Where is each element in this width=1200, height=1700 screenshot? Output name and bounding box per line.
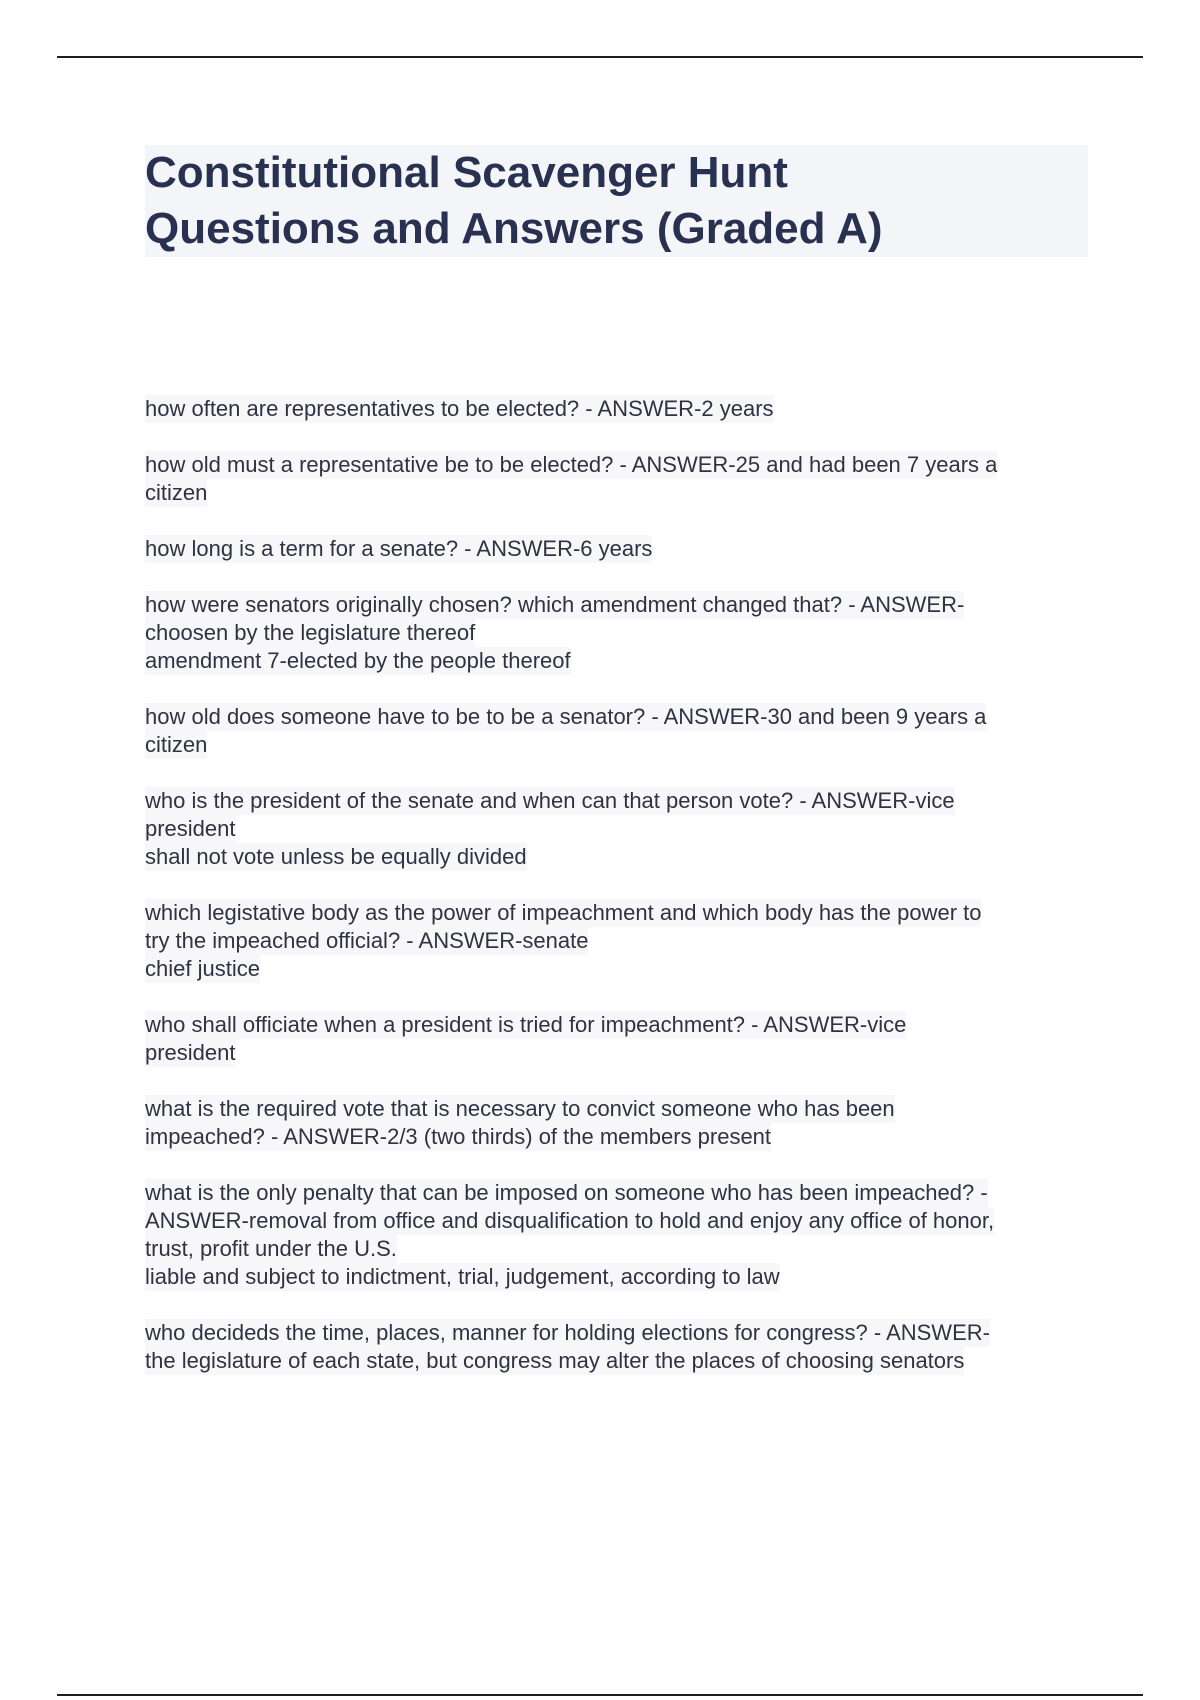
qa-text-line: who decideds the time, places, manner for holding elections for congress? - ANSWER- (145, 1320, 990, 1345)
qa-item (145, 1095, 1090, 1151)
qa-text-line: who shall officiate when a president is tried for impeachment? - ANSWER-vice (145, 1012, 907, 1037)
qa-text-line: trust, profit under the U.S. (145, 1236, 397, 1261)
qa-text-line: liable and subject to indictment, trial, judgement, according to law (145, 1264, 780, 1289)
qa-text-line: shall not vote unless be equally divided (145, 844, 527, 869)
qa-item (145, 395, 1090, 423)
qa-item (145, 535, 1090, 563)
qa-item (145, 591, 1090, 675)
qa-text-line: how old must a representative be to be elected? - ANSWER-25 and had been 7 years a (145, 452, 998, 477)
qa-text-line: which legistative body as the power of impeachment and which body has the power to (145, 900, 982, 925)
qa-text-line: how long is a term for a senate? - ANSWER-6 years (145, 536, 653, 561)
qa-text-line: citizen (145, 732, 208, 757)
qa-text-line: how were senators originally chosen? which amendment changed that? - ANSWER- (145, 592, 965, 617)
qa-list (145, 395, 1090, 1403)
title-line-1: Constitutional Scavenger Hunt (145, 148, 788, 197)
qa-text-line: how old does someone have to be to be a senator? - ANSWER-30 and been 9 years a (145, 704, 987, 729)
qa-item (145, 1319, 1090, 1375)
qa-text-line: choosen by the legislature thereof (145, 620, 476, 645)
qa-text-line: citizen (145, 480, 208, 505)
title-line-2: Questions and Answers (Graded A) (145, 204, 883, 253)
qa-text-line: chief justice (145, 956, 260, 981)
qa-text-line: who is the president of the senate and when can that person vote? - ANSWER-vice (145, 788, 955, 813)
qa-text-line: the legislature of each state, but congress may alter the places of choosing senators (145, 1348, 965, 1373)
qa-item (145, 787, 1090, 871)
document-title (145, 145, 883, 257)
qa-text-line: impeached? - ANSWER-2/3 (two thirds) of the members present (145, 1124, 772, 1149)
qa-item (145, 1179, 1090, 1291)
qa-text-line: try the impeached official? - ANSWER-senate (145, 928, 589, 953)
qa-item (145, 1011, 1090, 1067)
qa-text-line: how often are representatives to be elected? - ANSWER-2 years (145, 396, 774, 421)
qa-item (145, 451, 1090, 507)
qa-text-line: amendment 7-elected by the people thereof (145, 648, 571, 673)
qa-text-line: what is the required vote that is necessary to convict someone who has been (145, 1096, 895, 1121)
qa-item (145, 899, 1090, 983)
top-rule (57, 56, 1143, 58)
qa-text-line: ANSWER-removal from office and disqualification to hold and enjoy any office of honor, (145, 1208, 995, 1233)
bottom-rule (57, 1694, 1143, 1696)
qa-text-line: what is the only penalty that can be imposed on someone who has been impeached? - (145, 1180, 988, 1205)
qa-text-line: president (145, 816, 236, 841)
qa-item (145, 703, 1090, 759)
qa-text-line: president (145, 1040, 236, 1065)
